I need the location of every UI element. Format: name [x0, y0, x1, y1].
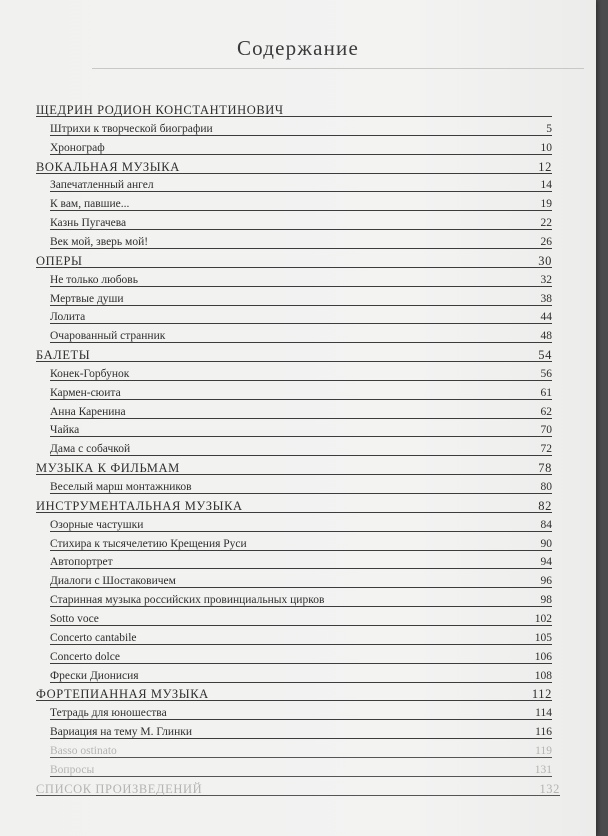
toc-page-number: 62 — [540, 405, 552, 418]
toc-entry-title: К вам, павшие... — [50, 198, 130, 211]
toc-page-number: 5 — [546, 122, 552, 135]
toc-entry-title: Basso ostinato — [50, 744, 117, 757]
toc-item — [50, 478, 552, 496]
toc-page-number: 10 — [540, 141, 552, 154]
toc-item — [50, 365, 552, 383]
toc-item — [50, 233, 552, 251]
toc-entry-title: Анна Каренина — [50, 405, 126, 418]
toc-entry-title: Конек-Горбунок — [50, 367, 130, 380]
toc-entry-title: Автопортрет — [50, 556, 113, 569]
toc-page-number: 96 — [540, 575, 552, 588]
toc-entry-title: ИНСТРУМЕНТАЛЬНАЯ МУЗЫКА — [36, 498, 243, 513]
toc-entry-title: БАЛЕТЫ — [36, 348, 91, 363]
toc-entry-title: Штрихи к творческой биографии — [50, 122, 213, 135]
toc-page-number: 116 — [535, 726, 552, 739]
toc-section — [36, 158, 552, 176]
toc-entry-title: Хронограф — [50, 141, 105, 154]
toc-section — [36, 252, 552, 270]
toc-entry-title: ВОКАЛЬНАЯ МУЗЫКА — [36, 159, 180, 174]
toc-item — [50, 440, 552, 458]
toc-leader-line — [50, 663, 552, 664]
toc-leader-line — [50, 757, 552, 758]
toc-entry-title: Тетрадь для юношества — [50, 707, 167, 720]
toc-item — [50, 667, 552, 685]
toc-page-number: 90 — [540, 537, 552, 550]
toc-item — [50, 629, 552, 647]
toc-entry-title: Старинная музыка российских провинциальных цирков — [50, 594, 325, 607]
toc-leader-line — [50, 323, 552, 324]
toc-leader-line — [50, 776, 552, 777]
toc-item — [50, 516, 552, 534]
toc-entry-title: Фрески Дионисия — [50, 669, 139, 682]
toc-entry-title: Чайка — [50, 424, 80, 437]
toc-section — [36, 780, 560, 798]
toc-entry-title: Sotto voce — [50, 612, 99, 625]
toc-item — [50, 384, 552, 402]
toc-page-number: 132 — [539, 781, 560, 796]
toc-page-number: 131 — [534, 763, 552, 776]
toc-page-number: 80 — [540, 481, 552, 493]
toc-item — [50, 648, 552, 666]
toc-leader-line — [50, 568, 552, 569]
toc-entry-title: Очарованный странник — [50, 330, 166, 343]
toc-entry-title: Вопросы — [50, 763, 95, 776]
toc-page-number: 78 — [538, 461, 552, 476]
toc-item — [50, 761, 552, 779]
toc-page-number: 30 — [538, 253, 552, 268]
toc-page-number: 105 — [534, 631, 552, 644]
toc-page-number: 26 — [540, 235, 552, 248]
toc-page-number: 19 — [540, 198, 552, 211]
toc-page-number: 94 — [540, 556, 552, 569]
toc-item — [50, 535, 552, 553]
toc-page-number: 44 — [540, 311, 552, 324]
toc-entry-title: МУЗЫКА К ФИЛЬМАМ — [36, 461, 180, 476]
toc-entry-title: Век мой, зверь мой! — [50, 235, 149, 248]
toc-item — [50, 704, 552, 722]
toc-item — [50, 195, 552, 213]
toc-item — [50, 290, 552, 308]
toc-leader-line — [36, 267, 552, 268]
toc-item — [50, 327, 552, 345]
toc-entry-title: Стихира к тысячелетию Крещения Руси — [50, 537, 247, 550]
toc-page-number: 112 — [531, 687, 552, 702]
toc-section — [36, 346, 552, 364]
toc-item — [50, 308, 552, 326]
toc-section — [36, 497, 552, 515]
toc-item — [50, 610, 552, 628]
toc-section — [36, 459, 552, 477]
toc-entry-title: Мертвые души — [50, 292, 124, 305]
toc-page-number: 38 — [540, 292, 552, 305]
toc-item — [50, 553, 552, 571]
toc-leader-line — [50, 399, 552, 400]
toc-section — [36, 101, 552, 119]
toc-leader-line — [50, 625, 552, 626]
toc-leader-line — [50, 436, 552, 437]
toc-entry-title: СПИСОК ПРОИЗВЕДЕНИЙ — [36, 781, 203, 796]
toc-item — [50, 271, 552, 289]
toc-page-number: 114 — [535, 707, 552, 720]
toc-item — [50, 214, 552, 232]
toc-entry-title: ЩЕДРИН РОДИОН КОНСТАНТИНОВИЧ — [36, 103, 284, 117]
toc-entry-title: Озорные частушки — [50, 518, 144, 531]
toc-page-number: 61 — [540, 386, 552, 399]
toc-page-number: 72 — [540, 443, 552, 456]
toc-item — [50, 723, 552, 741]
toc-entry-title: Кармен-сюита — [50, 386, 121, 399]
toc-leader-line — [50, 154, 552, 155]
toc-page-number: 14 — [540, 179, 552, 192]
toc-page-number: 82 — [538, 498, 552, 513]
toc-entry-title: Казнь Пугачева — [50, 217, 127, 230]
toc-page-number: 98 — [540, 594, 552, 607]
toc-item — [50, 139, 552, 157]
toc-section — [36, 685, 552, 703]
toc-item — [50, 120, 552, 138]
toc-entry-title: ОПЕРЫ — [36, 253, 83, 268]
toc-page-number: 119 — [535, 744, 552, 757]
toc-page-number: 12 — [538, 159, 552, 174]
toc-item — [50, 403, 552, 421]
toc-page-number: 56 — [540, 367, 552, 380]
toc-entry-title: ФОРТЕПИАННАЯ МУЗЫКА — [36, 687, 209, 702]
toc-item — [50, 421, 552, 439]
toc-item — [50, 742, 552, 760]
toc-page-number: 108 — [534, 669, 552, 682]
toc-item — [50, 591, 552, 609]
toc-leader-line — [50, 305, 552, 306]
toc-entry-title: Дама с собачкой — [50, 443, 131, 456]
toc-entry-title: Веселый марш монтажников — [50, 481, 192, 493]
toc-leader-line — [36, 361, 552, 362]
toc-entry-title: Concerto dolce — [50, 650, 120, 663]
toc-item — [50, 572, 552, 590]
toc-entry-title: Запечатленный ангел — [50, 179, 154, 192]
toc-item — [50, 176, 552, 194]
toc-entry-title: Не только любовь — [50, 273, 138, 286]
toc-entry-title: Вариация на тему М. Глинки — [50, 726, 192, 739]
toc-entry-title: Лолита — [50, 311, 86, 324]
toc-page-number: 102 — [534, 612, 552, 625]
toc-page-number: 106 — [534, 650, 552, 663]
toc-page-number: 32 — [540, 273, 552, 286]
toc-entry-title: Диалоги с Шостаковичем — [50, 575, 176, 588]
toc-page-number: 48 — [540, 330, 552, 343]
toc-entry-title: Concerto cantabile — [50, 631, 137, 644]
toc-page-number: 54 — [538, 348, 552, 363]
toc-page-number: 84 — [540, 518, 552, 531]
toc-page-number: 70 — [540, 424, 552, 437]
toc-page-number: 22 — [540, 217, 552, 230]
page-title: Содержание — [236, 36, 360, 60]
